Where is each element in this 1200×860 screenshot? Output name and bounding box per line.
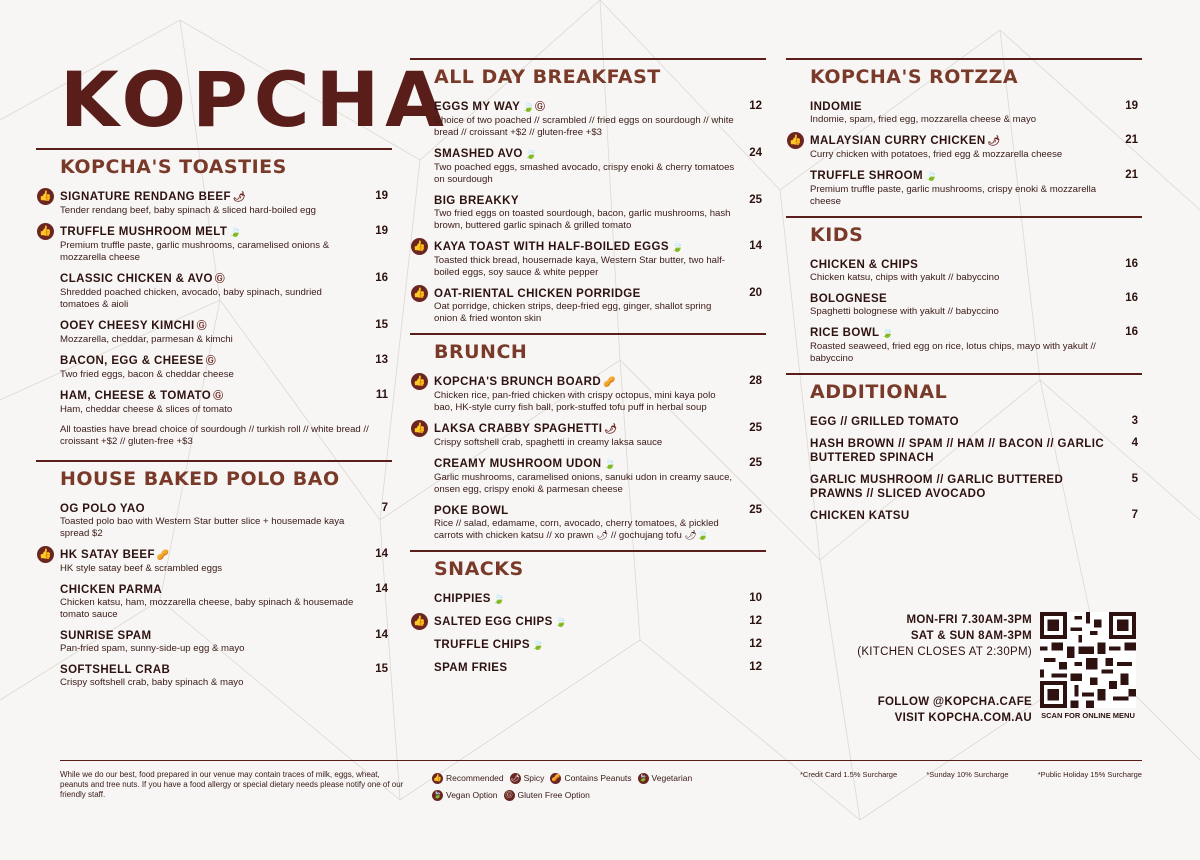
menu-item — [786, 258, 1142, 284]
menu-item-name — [810, 437, 1112, 465]
dietary-icon: 🍃 — [229, 227, 243, 238]
menu-item-description: Spaghetti bolognese with yakult // babyccino — [810, 306, 999, 317]
menu-item-price: 25 — [749, 422, 762, 434]
menu-item-name-text: CHICKEN & CHIPS — [810, 259, 919, 271]
recommended-icon: 👍 — [37, 188, 54, 205]
menu-item-price: 14 — [375, 583, 388, 595]
menu-item-description: Shredded poached chicken, avocado, baby spinach, sundried tomatoes & aioli — [60, 287, 322, 310]
menu-item-name-text: CHICKEN KATSU — [810, 510, 910, 522]
menu-item-price: 19 — [375, 225, 388, 237]
menu-item-name — [810, 415, 1112, 429]
menu-item — [410, 375, 766, 414]
dietary-icon: Ⓖ — [213, 391, 224, 402]
menu-item-price: 25 — [749, 457, 762, 469]
menu-item-name-text: EGGS MY WAY — [434, 101, 521, 113]
legend-label: Contains Peanuts — [564, 773, 632, 783]
menu-item-name-text: SIGNATURE RENDANG BEEF — [60, 191, 231, 203]
qr-label: SCAN FOR ONLINE MENU — [1041, 711, 1135, 720]
menu-item-price: 3 — [1131, 415, 1138, 427]
menu-item-name — [810, 509, 1112, 523]
menu-item — [410, 422, 766, 449]
menu-item-name-text: SMASHED AVO — [434, 148, 523, 160]
snacks-list — [410, 592, 766, 675]
recommended-icon: 👍 — [411, 238, 428, 255]
menu-item — [786, 100, 1142, 126]
polo-bao-list — [36, 502, 392, 689]
menu-item — [410, 287, 766, 325]
menu-item-description: Pan-fried spam, sunny-side-up egg & mayo — [60, 643, 245, 654]
menu-item-name-text: CLASSIC CHICKEN & AVO — [60, 273, 213, 285]
menu-item — [410, 661, 766, 675]
menu-item-name-text: POKE BOWL — [434, 505, 509, 517]
dietary-icon: 🍃 — [524, 149, 538, 160]
menu-item-name — [60, 272, 362, 287]
menu-item — [786, 326, 1142, 365]
menu-item-description: Tender rendang beef, baby spinach & sliced hard-boiled egg — [60, 205, 317, 216]
menu-item — [410, 240, 766, 279]
menu-item-name-text: OG POLO YAO — [60, 503, 145, 515]
menu-item-price: 16 — [375, 272, 388, 284]
surcharge-note: *Public Holiday 15% Surcharge — [1037, 770, 1142, 779]
menu-item — [36, 319, 392, 346]
menu-item — [410, 147, 766, 186]
icon-legend — [432, 770, 762, 804]
menu-item-price: 13 — [375, 354, 388, 366]
allergy-disclaimer: While we do our best, food prepared in our venue may contain traces of milk, eggs, wheat, peanuts and tree nuts. If you have a food allergy or special dietary needs please notify one of our friendly staff. — [60, 770, 404, 799]
left-column — [36, 148, 392, 697]
kitchen-close-note: (KITCHEN CLOSES AT 2:30PM) — [857, 646, 1032, 658]
menu-item-description: Mozzarella, cheddar, parmesan & kimchi — [60, 334, 233, 345]
dietary-icon: Ⓖ — [196, 321, 207, 332]
menu-item-name — [434, 287, 736, 301]
menu-item-name-text: HAM, CHEESE & TOMATO — [60, 390, 212, 402]
legend-label: Recommended — [446, 773, 504, 783]
menu-item-price: 12 — [749, 615, 762, 627]
menu-item-price: 14 — [375, 548, 388, 560]
menu-item-name — [60, 629, 362, 643]
dietary-icon: Ⓖ — [205, 356, 217, 367]
legend-label: Spicy — [523, 773, 545, 783]
menu-item-price: 16 — [1125, 326, 1138, 338]
recommended-icon: 👍 — [37, 546, 54, 563]
recommended-icon: 👍 — [411, 420, 428, 437]
dietary-icon: 🥜 — [156, 550, 170, 561]
menu-item-name-text: OAT-RIENTAL CHICKEN PORRIDGE — [434, 288, 641, 300]
menu-item-price: 19 — [375, 190, 388, 202]
section-title-rotzza: KOPCHA'S ROTZZA — [810, 66, 1019, 88]
menu-item-description: Rice // salad, edamame, corn, avocado, cherry tomatoes, & pickled carrots with chicken katsu // xo prawn 🌶 // gochujang tofu 🌶🍃 — [434, 518, 719, 541]
menu-item — [410, 100, 766, 139]
menu-item — [786, 415, 1142, 429]
legend-label: Vegetarian — [651, 773, 693, 783]
legend-icon: 🥜 — [551, 775, 561, 783]
menu-item — [786, 437, 1142, 465]
legend-item — [432, 790, 498, 800]
menu-item — [410, 194, 766, 232]
menu-item — [786, 509, 1142, 523]
menu-item-name — [810, 169, 1112, 184]
qr-code[interactable] — [1040, 612, 1136, 708]
menu-item-description: Toasted polo bao with Western Star butter slice + housemade kaya spread $2 — [60, 516, 345, 539]
section-title-breakfast: ALL DAY BREAKFAST — [434, 66, 661, 88]
legend-item — [510, 773, 545, 783]
menu-item-description: Ham, cheddar cheese & slices of tomato — [60, 404, 233, 415]
rotzza-list — [786, 100, 1142, 208]
menu-item-name-text: TRUFFLE SHROOM — [810, 170, 923, 182]
legend-icon: 🍃 — [433, 792, 442, 800]
menu-item-name-text: RICE BOWL — [810, 327, 880, 339]
legend-item — [638, 773, 693, 783]
dietary-icon: 🍃 — [531, 640, 545, 651]
hours-weekday: MON-FRI 7.30AM-3PM — [906, 614, 1032, 626]
menu-item-price: 28 — [749, 375, 762, 387]
menu-item-name — [434, 661, 736, 675]
section-title-additional: ADDITIONAL — [810, 381, 948, 403]
dietary-icon: 🌶 — [232, 192, 246, 203]
menu-item-description: Roasted seaweed, fried egg on rice, lotus chips, mayo with yakult // babyccino — [810, 341, 1096, 364]
menu-item-name-text: HK SATAY BEEF — [60, 549, 155, 561]
recommended-icon: 👍 — [411, 285, 428, 302]
menu-item — [786, 292, 1142, 318]
menu-item-name — [434, 638, 736, 653]
footer-rule — [60, 760, 1142, 761]
menu-item-name — [810, 473, 1112, 501]
menu-item — [36, 663, 392, 689]
menu-item-price: 25 — [749, 194, 762, 206]
opening-hours — [846, 612, 1032, 660]
surcharge-note: *Credit Card 1.5% Surcharge — [800, 770, 898, 779]
menu-item-name — [434, 457, 736, 472]
menu-item-name-text: CHICKEN PARMA — [60, 584, 163, 596]
menu-item-price: 21 — [1125, 169, 1138, 181]
dietary-icon: 🍃 — [492, 594, 506, 605]
menu-item-name-text: SUNRISE SPAM — [60, 630, 152, 642]
menu-item — [410, 592, 766, 607]
legend-item — [550, 773, 631, 783]
menu-item — [786, 134, 1142, 161]
menu-item-name-text: CREAMY MUSHROOM UDON — [434, 458, 602, 470]
menu-item-price: 19 — [1125, 100, 1138, 112]
recommended-icon: 👍 — [37, 223, 54, 240]
recommended-icon: 👍 — [411, 613, 428, 630]
middle-column — [410, 58, 766, 683]
dietary-icon: 🍃 — [670, 242, 684, 253]
menu-item-price: 16 — [1125, 258, 1138, 270]
menu-item-name — [434, 240, 736, 255]
legend-label: Vegan Option — [446, 790, 498, 800]
right-column — [786, 58, 1142, 531]
legend-item — [504, 790, 590, 800]
menu-item-price: 7 — [1131, 509, 1138, 521]
menu-item-name-text: HASH BROWN // SPAM // HAM // BACON // GARLIC BUTTERED SPINACH — [810, 438, 1105, 464]
surcharge-note: *Sunday 10% Surcharge — [926, 770, 1009, 779]
menu-item-price: 10 — [749, 592, 762, 604]
menu-item-price: 11 — [375, 389, 388, 401]
menu-item — [786, 169, 1142, 208]
menu-item — [36, 272, 392, 311]
menu-item — [786, 473, 1142, 501]
menu-item-price: 4 — [1131, 437, 1138, 449]
recommended-icon: 👍 — [411, 373, 428, 390]
menu-item — [410, 638, 766, 653]
menu-item-name — [60, 502, 362, 516]
legend-icon: 🍃 — [638, 775, 648, 783]
menu-item-description: Two fried eggs on toasted sourdough, bacon, garlic mushrooms, hash brown, buttered garlic spinach & grilled tomato — [434, 208, 731, 231]
menu-item-name — [60, 190, 362, 205]
menu-item-name-text: GARLIC MUSHROOM // GARLIC BUTTERED PRAWNS // SLICED AVOCADO — [810, 474, 1064, 500]
dietary-icon: 🍃Ⓖ — [522, 102, 546, 113]
menu-item-name-text: SOFTSHELL CRAB — [60, 664, 171, 676]
menu-item-description: Toasted thick bread, housemade kaya, Western Star butter, two half-boiled eggs, soy sauce & white pepper — [434, 255, 725, 278]
menu-item-name — [810, 292, 1112, 306]
menu-item — [36, 225, 392, 264]
menu-item-name-text: TRUFFLE CHIPS — [434, 639, 530, 651]
menu-item-name-text: KOPCHA'S BRUNCH BOARD — [434, 376, 602, 388]
menu-item-price: 7 — [381, 502, 388, 514]
menu-item-name — [810, 258, 1112, 272]
menu-item-name — [60, 583, 362, 597]
dietary-icon: 🌶 — [987, 136, 1001, 147]
visit-website-link[interactable]: VISIT KOPCHA.COM.AU — [894, 712, 1032, 724]
section-title-kids: KIDS — [810, 224, 864, 246]
additional-list — [786, 415, 1142, 523]
dietary-icon: Ⓖ — [214, 274, 226, 285]
menu-item-name-text: SALTED EGG CHIPS — [434, 616, 553, 628]
menu-item-description: Oat porridge, chicken strips, deep-fried egg, ginger, shallot spring onion & fried wonton skin — [434, 301, 712, 324]
toasties-list — [36, 190, 392, 416]
menu-item-description: Two poached eggs, smashed avocado, crispy enoki & cherry tomatoes on sourdough — [434, 162, 735, 185]
menu-item-description: Chicken katsu, ham, mozzarella cheese, baby spinach & housemade tomato sauce — [60, 597, 354, 620]
dietary-icon: 🍃 — [881, 328, 895, 339]
menu-item-name — [60, 663, 362, 677]
menu-item — [36, 629, 392, 655]
legend-icon: 🌶 — [510, 775, 520, 783]
menu-item-name — [60, 225, 362, 240]
menu-item-price: 15 — [375, 663, 388, 675]
menu-item-price: 16 — [1125, 292, 1138, 304]
menu-item-name — [810, 100, 1112, 114]
menu-item-price: 14 — [749, 240, 762, 252]
dietary-icon: 🌶 — [604, 424, 618, 435]
menu-item — [410, 615, 766, 630]
dietary-icon: 🍃 — [554, 617, 568, 628]
menu-item-name — [434, 592, 736, 607]
surcharge-notes — [800, 770, 1142, 779]
legend-item — [432, 773, 504, 783]
menu-item-price: 14 — [375, 629, 388, 641]
menu-item-name-text: CHIPPIES — [434, 593, 491, 605]
menu-item-name — [60, 319, 362, 334]
menu-item-description: HK style satay beef & scrambled eggs — [60, 563, 223, 574]
menu-item-name-text: OOEY CHEESY KIMCHI — [60, 320, 195, 332]
menu-item-description: Garlic mushrooms, caramelised onions, sanuki udon in creamy sauce, onsen egg, crispy enoki & parmesan cheese — [434, 472, 733, 495]
section-title-toasties: KOPCHA'S TOASTIES — [60, 156, 287, 178]
menu-item-name — [434, 615, 736, 630]
menu-item-name — [60, 389, 362, 404]
menu-item-name — [60, 354, 362, 369]
menu-item-description: Crispy softshell crab, spaghetti in creamy laksa sauce — [434, 437, 663, 448]
menu-item — [36, 389, 392, 416]
menu-item-name — [434, 504, 736, 518]
menu-item — [36, 354, 392, 381]
menu-item-description: Chicken rice, pan-fried chicken with crispy octopus, mini kaya polo bao, HK-style curry fish ball, pork-stuffed tofu puff in herbal soup — [434, 390, 716, 413]
menu-item-name-text: KAYA TOAST WITH HALF-BOILED EGGS — [434, 241, 669, 253]
menu-item — [36, 502, 392, 540]
follow-instagram-link[interactable]: FOLLOW @KOPCHA.CAFE — [877, 696, 1032, 708]
menu-item-description: Choice of two poached // scrambled // fried eggs on sourdough // white bread // croissant +$2 // gluten-free +$3 — [434, 115, 734, 138]
menu-item-description: Indomie, spam, fried egg, mozzarella cheese & mayo — [810, 114, 1037, 125]
menu-item-description: Two fried eggs, bacon & cheddar cheese — [60, 369, 234, 380]
brunch-list — [410, 375, 766, 542]
brand-logo: KOPCHA — [60, 55, 450, 144]
menu-item-price: 20 — [749, 287, 762, 299]
menu-item-name-text: EGG // GRILLED TOMATO — [810, 416, 959, 428]
hours-weekend: SAT & SUN 8AM-3PM — [910, 630, 1032, 642]
menu-item — [36, 548, 392, 575]
section-title-brunch: BRUNCH — [434, 341, 528, 363]
menu-item-price: 12 — [749, 100, 762, 112]
menu-item-name-text: BOLOGNESE — [810, 293, 888, 305]
menu-item — [36, 583, 392, 621]
menu-item-price: 12 — [749, 638, 762, 650]
menu-item-name — [60, 548, 362, 563]
recommended-icon: 👍 — [787, 132, 804, 149]
menu-item-name-text: TRUFFLE MUSHROOM MELT — [60, 226, 228, 238]
menu-item-name — [434, 100, 736, 115]
social-links — [846, 694, 1032, 726]
dietary-icon: 🍃 — [603, 459, 617, 470]
menu-item-name-text: MALAYSIAN CURRY CHICKEN — [810, 135, 986, 147]
menu-item-description: Premium truffle paste, garlic mushrooms, crispy enoki & mozzarella cheese — [810, 184, 1097, 207]
menu-item — [36, 190, 392, 217]
dietary-icon: 🥜 — [603, 377, 616, 388]
menu-item-price: 25 — [749, 504, 762, 516]
menu-item-description: Crispy softshell crab, baby spinach & mayo — [60, 677, 244, 688]
menu-item-price: 5 — [1131, 473, 1138, 485]
kids-list — [786, 258, 1142, 365]
menu-item-name — [434, 422, 736, 437]
legend-icon: 👍 — [433, 775, 442, 783]
menu-item — [410, 504, 766, 542]
menu-item-price: 15 — [375, 319, 388, 331]
menu-item-name — [434, 375, 736, 390]
menu-item-description: Chicken katsu, chips with yakult // babyccino — [810, 272, 1000, 283]
menu-item-description: Curry chicken with potatoes, fried egg & mozzarella cheese — [810, 149, 1063, 160]
menu-item-name — [810, 134, 1112, 149]
dietary-icon: 🍃 — [924, 171, 938, 182]
menu-item — [410, 457, 766, 496]
legend-label: Gluten Free Option — [517, 790, 590, 800]
menu-item-price: 24 — [749, 147, 762, 159]
menu-item-name-text: LAKSA CRABBY SPAGHETTI — [434, 423, 603, 435]
menu-item-price: 12 — [749, 661, 762, 673]
menu-item-name-text: BACON, EGG & CHEESE — [60, 355, 204, 367]
menu-item-name-text: INDOMIE — [810, 101, 862, 113]
breakfast-list — [410, 100, 766, 325]
legend-icon: Ⓖ — [505, 792, 513, 800]
menu-item-description: Premium truffle paste, garlic mushrooms, caramelised onions & mozzarella cheese — [60, 240, 330, 263]
menu-item-name — [810, 326, 1112, 341]
menu-item-price: 21 — [1125, 134, 1138, 146]
menu-item-name — [434, 147, 736, 162]
menu-item-name — [434, 194, 736, 208]
toasties-bread-note: All toasties have bread choice of sourdough // turkish roll // white bread // croissant +$2 // gluten-free +$3 — [60, 424, 369, 447]
menu-item-name-text: SPAM FRIES — [434, 662, 508, 674]
section-title-polo-bao: HOUSE BAKED POLO BAO — [60, 468, 340, 490]
section-title-snacks: SNACKS — [434, 558, 524, 580]
menu-item-name-text: BIG BREAKKY — [434, 195, 519, 207]
